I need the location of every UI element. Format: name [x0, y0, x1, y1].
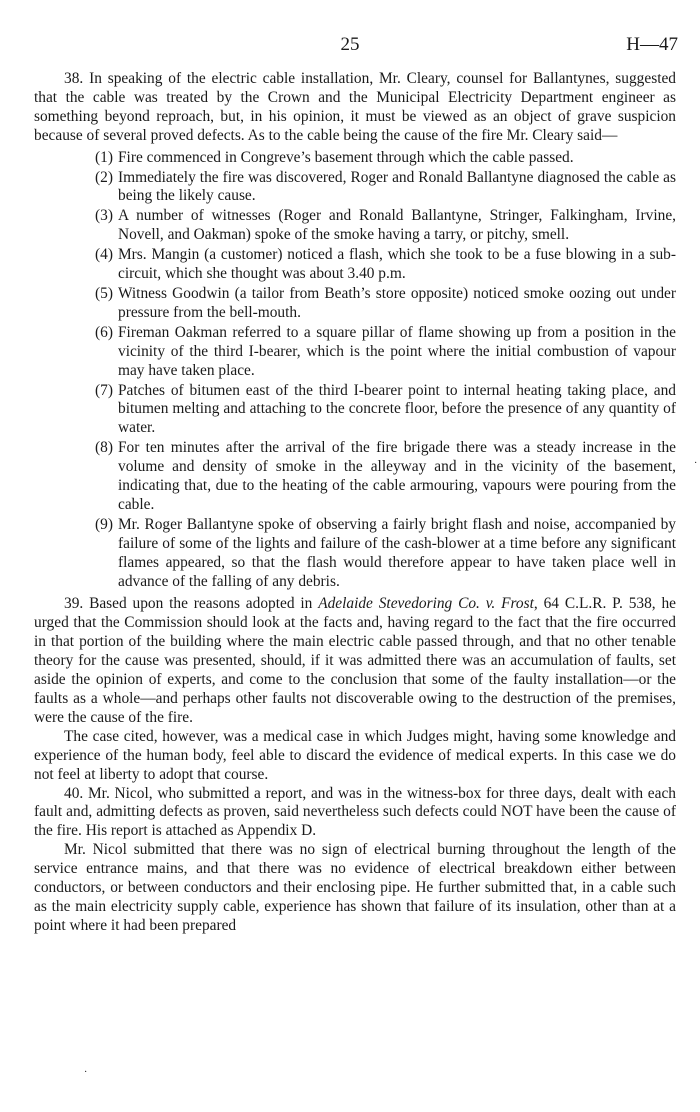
list-item-text: A number of witnesses (Roger and Ronald Ballantyne, Stringer, Falkingham, Irvine, Novell, and Oakman) spoke of the smoke having a tarry, or pitchy, smell. — [118, 207, 676, 244]
document-body — [34, 70, 676, 936]
list-marker: (3) — [95, 207, 113, 225]
paragraph-39-continued: The case cited, however, was a medical case in which Judges might, having some knowledge and experience of the human body, feel able to discard the evidence of medical experts. In this case we do not feel at liberty to adopt that course. — [34, 727, 676, 783]
list-item — [34, 285, 676, 323]
list-marker: (1) — [95, 148, 113, 166]
paragraph-40-continued: Mr. Nicol submitted that there was no sign of electrical burning throughout the length of the service entrance mains, and that there was no evidence of electrical breakdown either between conductors, or between conductors and their enclosing pipe. He further submitted that, in a cable such as the main electricity supply cable, experience has shown that failure of its insulation, other than at a point where it had been prepared — [34, 841, 676, 934]
numbered-list — [34, 149, 676, 592]
list-item-text: Fire commenced in Congreve’s basement through which the cable passed. — [118, 148, 574, 166]
paragraph-39-lead: 39. Based upon the reasons adopted in — [64, 595, 319, 613]
list-item — [34, 324, 676, 381]
paragraph-40: 40. Mr. Nicol, who submitted a report, and was in the witness-box for three days, dealt with each fault and, admitting defects as proven, said nevertheless such defects could NOT have been the cause of the fire. His report is attached as Appendix D. — [34, 784, 676, 840]
list-item — [34, 516, 676, 592]
page-reference: H—47 — [626, 34, 678, 55]
list-marker: (5) — [95, 284, 113, 302]
list-item-text: For ten minutes after the arrival of the fire brigade there was a steady increase in the volume and density of smoke in the alleyway and in the vicinity of the basement, indicating that, due to the heating of the cable armouring, vapours were pouring from the cable. — [118, 439, 676, 513]
list-item-text: Immediately the fire was discovered, Roger and Ronald Ballantyne diagnosed the cable as being the likely cause. — [118, 168, 676, 205]
paragraph-38: 38. In speaking of the electric cable installation, Mr. Cleary, counsel for Ballantynes, suggested that the cable was treated by the Crown and the Municipal Electricity Department engineer as something beyond reproach, but, in his opinion, it must be viewed as an object of grave suspicion because of several proved defects. As to the cable being the cause of the fire Mr. Cleary said— — [34, 70, 676, 144]
list-item — [34, 382, 676, 439]
list-item — [34, 149, 676, 168]
list-item-text: Fireman Oakman referred to a square pillar of flame showing up from a position in the vicinity of the third I-bearer, which is the point where the initial combustion of vapour may have taken place. — [118, 323, 676, 379]
case-citation: Adelaide Stevedoring Co. v. Frost — [318, 595, 534, 613]
paragraph-39 — [34, 595, 676, 727]
list-marker: (9) — [95, 515, 113, 533]
list-item-text: Patches of bitumen east of the third I-bearer point to internal heating taking place, and bitumen melting and attaching to the concrete floor, before the presence of any quantity of water. — [118, 381, 676, 437]
list-item-text: Witness Goodwin (a tailor from Beath’s store opposite) noticed smoke oozing out under pressure from the bell-mouth. — [118, 284, 676, 321]
list-marker: (7) — [95, 381, 113, 399]
list-item — [34, 439, 676, 515]
list-item-text: Mrs. Mangin (a customer) noticed a flash, which she took to be a fuse blowing in a sub-circuit, which she thought was about 3.40 p.m. — [118, 246, 676, 283]
list-marker: (6) — [95, 323, 113, 341]
list-item — [34, 207, 676, 245]
list-marker: (8) — [95, 439, 113, 457]
margin-mark: · — [694, 458, 698, 469]
paragraph-39-rest: , 64 C.L.R. P. 538, he urged that the Commission should look at the facts and, having regard to the fact that the fire occurred in that portion of the building where the main electric cable passed through, and that no other tenable theory for the cause was presented, should, if it was admitted there was an accumulation of faults, set aside the opinion of experts, and come to the conclusion that some of the faulty installation—or the faults as a whole—and perhaps other faults not discoverable owing to the destruction of the premises, were the cause of the fire. — [34, 595, 676, 726]
list-marker: (2) — [95, 168, 113, 186]
list-item — [34, 246, 676, 284]
margin-mark: · — [84, 1067, 88, 1078]
list-marker: (4) — [95, 246, 113, 264]
list-item — [34, 169, 676, 207]
page-number: 25 — [340, 34, 360, 55]
list-item-text: Mr. Roger Ballantyne spoke of observing a fairly bright flash and noise, accompanied by failure of some of the lights and failure of the cash-blower at a time before any significant flames appeared, so that the flash would therefore appear to have taken place well in advance of the falling of any debris. — [118, 515, 676, 590]
